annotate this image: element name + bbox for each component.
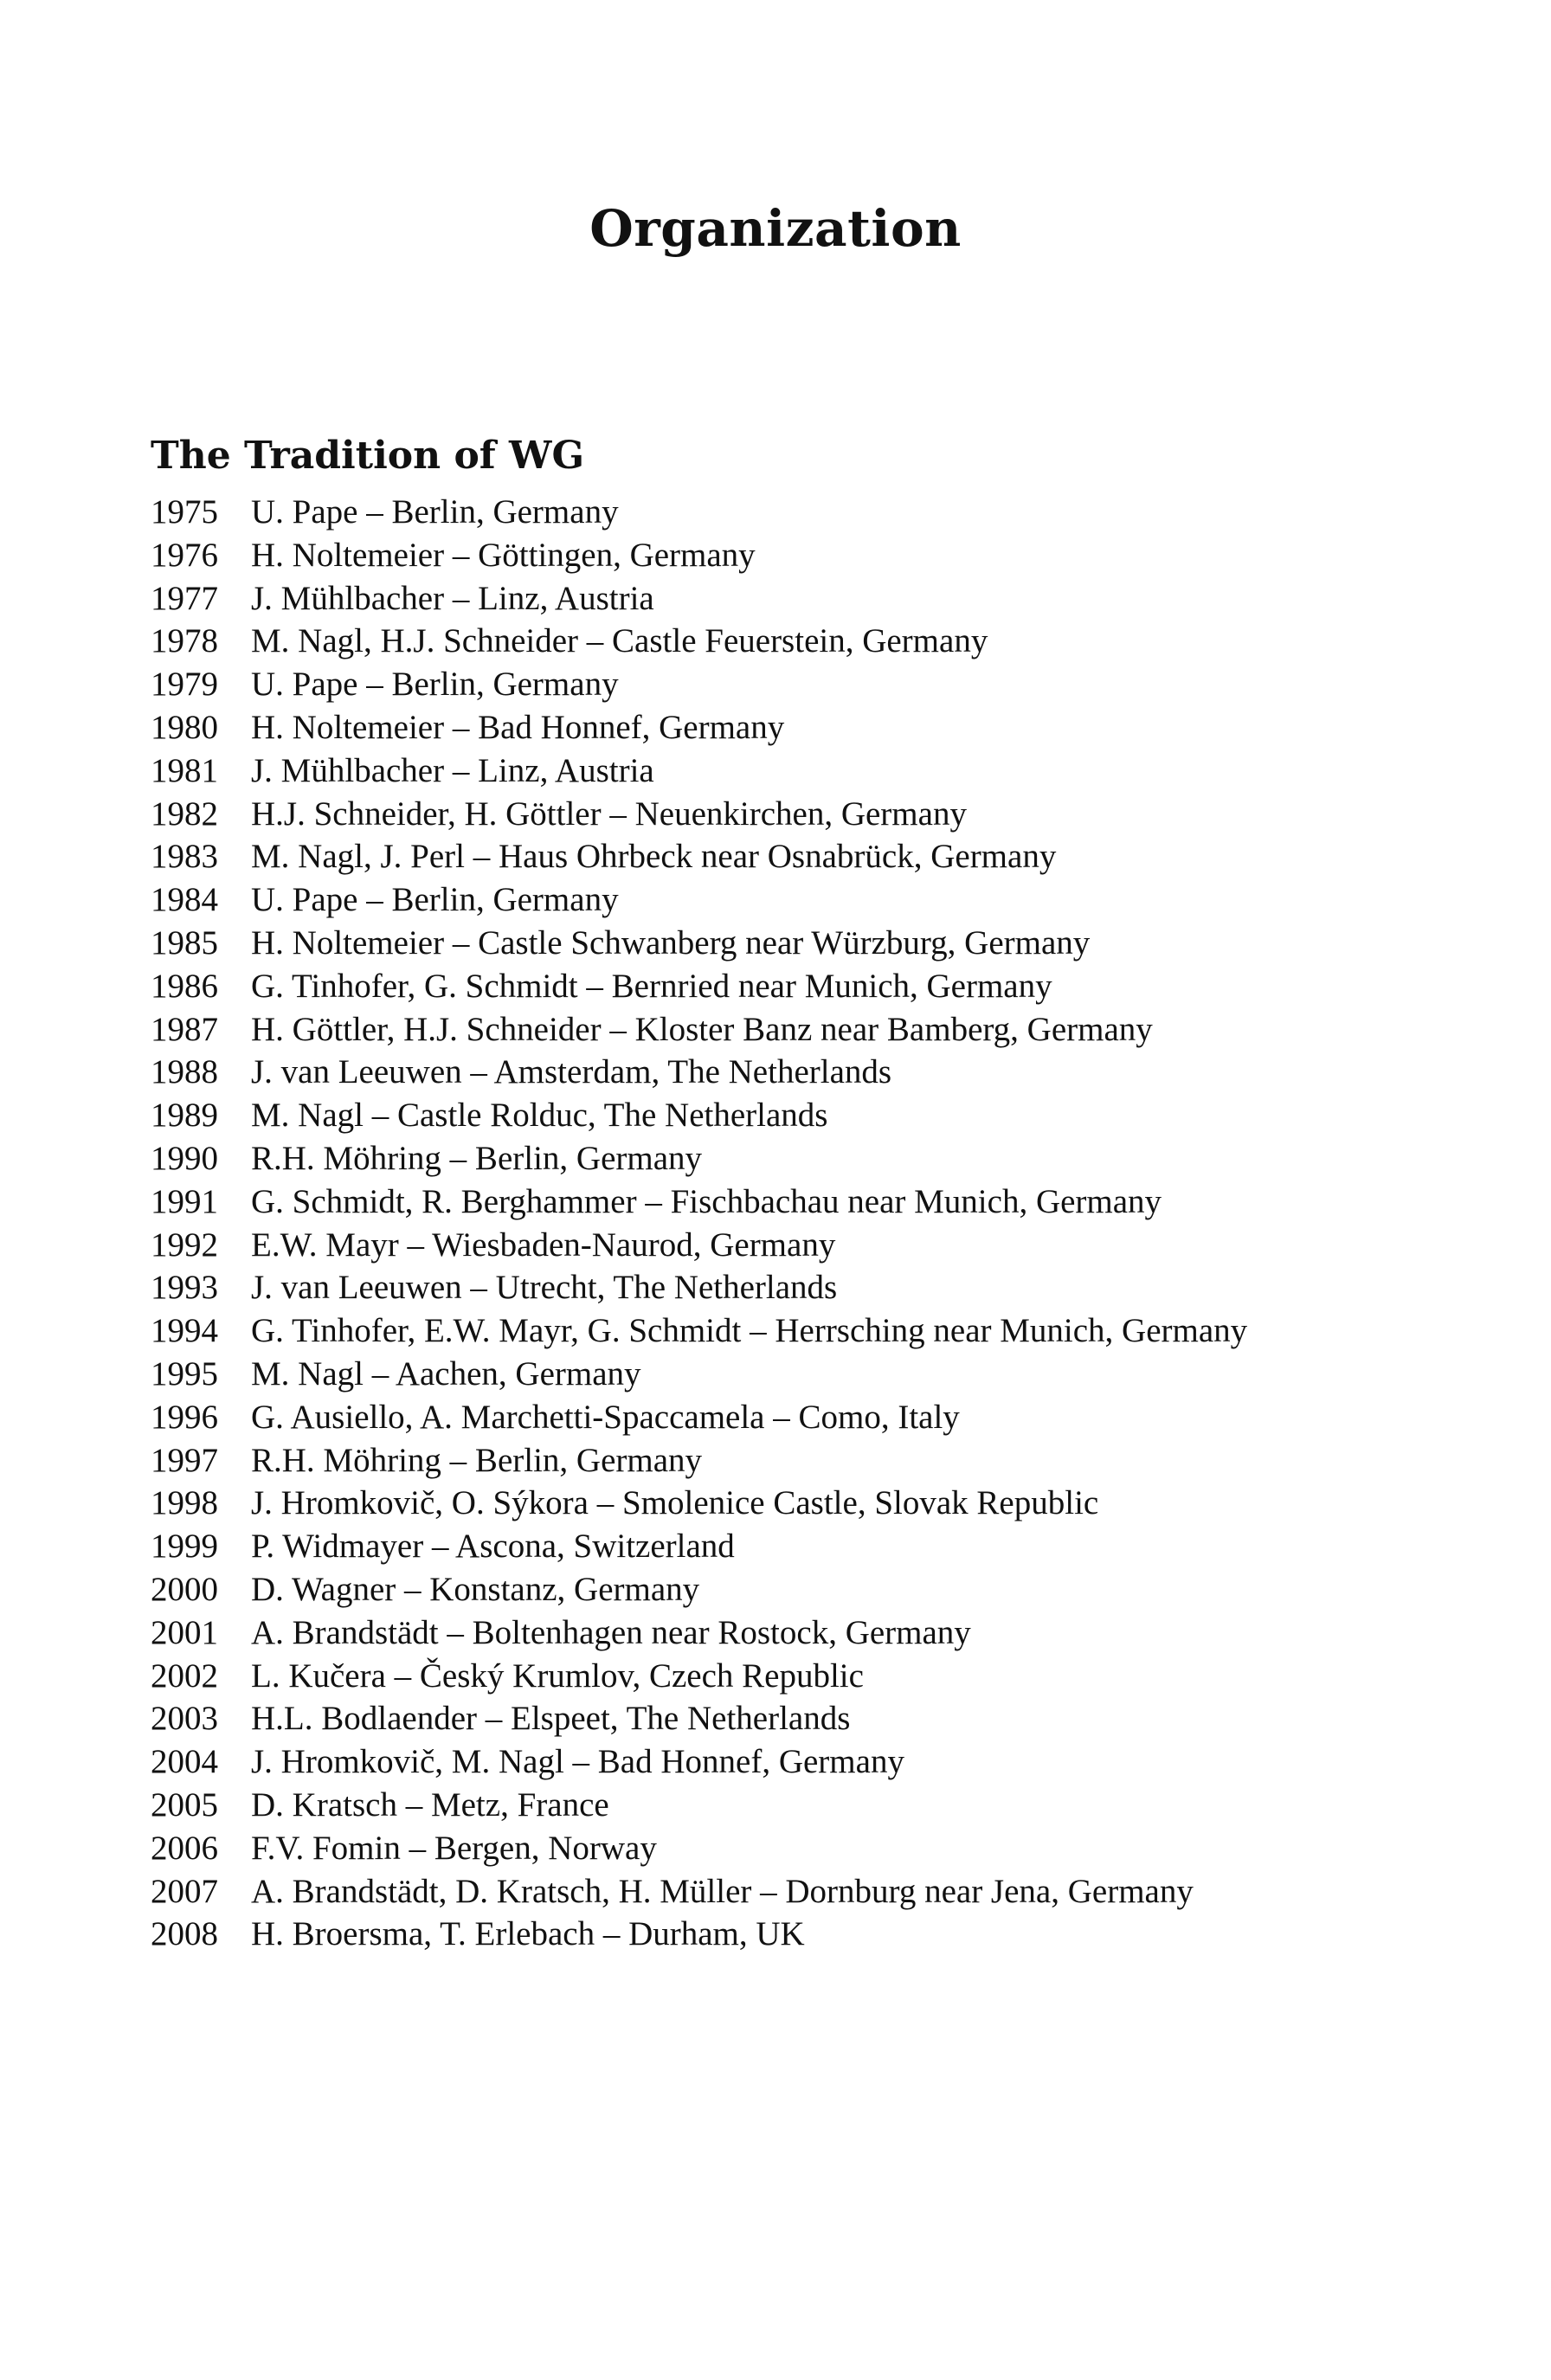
list-item (151, 878, 1247, 922)
list-item (151, 620, 1247, 663)
list-item-year: 1979 (151, 666, 218, 704)
list-item (151, 706, 1247, 749)
list-item-year: 2005 (151, 1785, 218, 1824)
list-item-entry: F.V. Fomin – Bergen, Norway (251, 1829, 657, 1867)
list-item-year: 2001 (151, 1613, 218, 1651)
list-item-year: 1988 (151, 1053, 218, 1091)
list-item-year: 1983 (151, 838, 218, 876)
list-item (151, 1482, 1247, 1525)
list-item-year: 1986 (151, 967, 218, 1005)
list-item-entry: H.L. Bodlaender – Elspeet, The Netherlands (251, 1700, 851, 1738)
list-item-year: 1999 (151, 1528, 218, 1566)
list-item-entry: G. Ausiello, A. Marchetti-Spaccamela – Como, Italy (251, 1398, 960, 1436)
list-item (151, 1439, 1247, 1483)
list-item-entry: U. Pape – Berlin, Germany (251, 666, 619, 704)
list-item-year: 1980 (151, 708, 218, 746)
list-item (151, 1137, 1247, 1180)
list-item (151, 835, 1247, 878)
list-item (151, 577, 1247, 621)
list-item-year: 1993 (151, 1269, 218, 1307)
list-item (151, 1266, 1247, 1309)
list-item (151, 1784, 1247, 1827)
list-item-entry: P. Widmayer – Ascona, Switzerland (251, 1528, 735, 1566)
list-item-year: 1976 (151, 536, 218, 574)
list-item-entry: H. Noltemeier – Göttingen, Germany (251, 536, 756, 574)
list-item-entry: R.H. Möhring – Berlin, Germany (251, 1139, 703, 1177)
list-item-year: 2006 (151, 1829, 218, 1867)
list-item (151, 1827, 1247, 1870)
list-item-year: 1994 (151, 1312, 218, 1350)
list-item-entry: J. Hromkovič, M. Nagl – Bad Honnef, Germany (251, 1743, 904, 1781)
list-item-entry: J. Mühlbacher – Linz, Austria (251, 751, 654, 789)
list-item (151, 922, 1247, 965)
list-item (151, 534, 1247, 577)
list-item (151, 965, 1247, 1008)
list-item-year: 1975 (151, 493, 218, 531)
list-item-entry: M. Nagl, H.J. Schneider – Castle Feuerstein, Germany (251, 622, 988, 660)
list-item (151, 1396, 1247, 1439)
list-item-year: 1982 (151, 794, 218, 833)
list-item-year: 2004 (151, 1743, 218, 1781)
list-item-entry: J. van Leeuwen – Utrecht, The Netherlands (251, 1269, 838, 1307)
list-item-entry: M. Nagl, J. Perl – Haus Ohrbeck near Osnabrück, Germany (251, 838, 1057, 876)
list-item-year: 1989 (151, 1097, 218, 1135)
list-item-entry: J. van Leeuwen – Amsterdam, The Netherlands (251, 1053, 892, 1091)
list-item-entry: H. Noltemeier – Bad Honnef, Germany (251, 708, 785, 746)
tradition-list (151, 491, 1247, 1956)
list-item (151, 1094, 1247, 1137)
list-item (151, 1180, 1247, 1224)
list-item-entry: H.J. Schneider, H. Göttler – Neuenkirchen, Germany (251, 794, 967, 833)
list-item (151, 663, 1247, 706)
list-item (151, 1870, 1247, 1914)
list-item-year: 1991 (151, 1182, 218, 1220)
list-item-year: 1995 (151, 1354, 218, 1393)
page-title: Organization (589, 198, 962, 258)
list-item (151, 1913, 1247, 1956)
list-item (151, 1611, 1247, 1655)
list-item-year: 2007 (151, 1872, 218, 1910)
list-item-year: 1984 (151, 881, 218, 919)
list-item-year: 1985 (151, 923, 218, 962)
list-item-year: 2003 (151, 1700, 218, 1738)
list-item-entry: H. Noltemeier – Castle Schwanberg near Würzburg, Germany (251, 923, 1091, 962)
list-item-year: 1997 (151, 1441, 218, 1479)
list-item-entry: M. Nagl – Castle Rolduc, The Netherlands (251, 1097, 828, 1135)
list-item (151, 749, 1247, 793)
list-item (151, 1568, 1247, 1611)
list-item (151, 1740, 1247, 1784)
list-item-entry: J. Mühlbacher – Linz, Austria (251, 579, 654, 617)
list-item (151, 1309, 1247, 1353)
list-item-year: 2000 (151, 1570, 218, 1608)
list-item-entry: H. Broersma, T. Erlebach – Durham, UK (251, 1915, 805, 1953)
list-item (151, 1051, 1247, 1094)
list-item (151, 1697, 1247, 1740)
list-item-year: 1987 (151, 1010, 218, 1048)
list-item-entry: D. Wagner – Konstanz, Germany (251, 1570, 700, 1608)
list-item (151, 1525, 1247, 1568)
list-item (151, 1224, 1247, 1267)
section-heading: The Tradition of WG (151, 433, 585, 478)
list-item-year: 1992 (151, 1225, 218, 1264)
list-item-entry: G. Schmidt, R. Berghammer – Fischbachau near Munich, Germany (251, 1182, 1162, 1220)
list-item-entry: A. Brandstädt – Boltenhagen near Rostock, Germany (251, 1613, 971, 1651)
list-item-year: 2008 (151, 1915, 218, 1953)
list-item (151, 1353, 1247, 1396)
list-item-entry: H. Göttler, H.J. Schneider – Kloster Banz near Bamberg, Germany (251, 1010, 1153, 1048)
list-item-year: 1996 (151, 1398, 218, 1436)
list-item-entry: U. Pape – Berlin, Germany (251, 881, 619, 919)
list-item (151, 793, 1247, 836)
list-item-entry: G. Tinhofer, E.W. Mayr, G. Schmidt – Herrsching near Munich, Germany (251, 1312, 1248, 1350)
list-item-entry: E.W. Mayr – Wiesbaden-Naurod, Germany (251, 1225, 836, 1264)
list-item (151, 1655, 1247, 1698)
list-item (151, 491, 1247, 534)
list-item-entry: G. Tinhofer, G. Schmidt – Bernried near Munich, Germany (251, 967, 1052, 1005)
list-item-entry: A. Brandstädt, D. Kratsch, H. Müller – Dornburg near Jena, Germany (251, 1872, 1194, 1910)
list-item (151, 1008, 1247, 1052)
list-item-year: 1977 (151, 579, 218, 617)
list-item-year: 1981 (151, 751, 218, 789)
list-item-entry: M. Nagl – Aachen, Germany (251, 1354, 641, 1393)
list-item-entry: J. Hromkovič, O. Sýkora – Smolenice Castle, Slovak Republic (251, 1484, 1099, 1522)
list-item-year: 1998 (151, 1484, 218, 1522)
list-item-entry: U. Pape – Berlin, Germany (251, 493, 619, 531)
list-item-year: 1978 (151, 622, 218, 660)
list-item-year: 1990 (151, 1139, 218, 1177)
list-item-entry: D. Kratsch – Metz, France (251, 1785, 609, 1824)
list-item-entry: L. Kučera – Český Krumlov, Czech Republic (251, 1656, 864, 1695)
list-item-entry: R.H. Möhring – Berlin, Germany (251, 1441, 703, 1479)
list-item-year: 2002 (151, 1656, 218, 1695)
